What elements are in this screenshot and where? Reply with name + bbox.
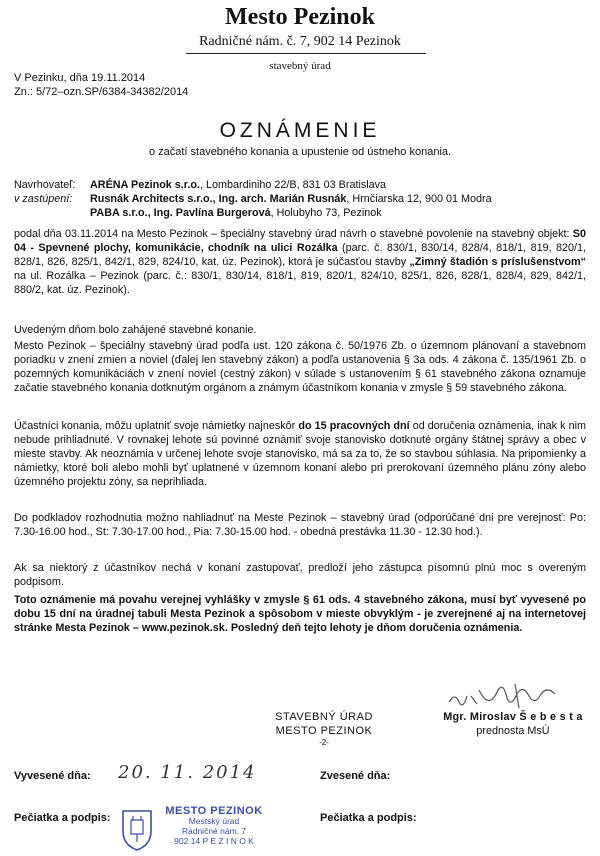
representative-value [90,192,492,206]
representative-1-name: Rusnák Architects s.r.o., Ing. arch. Marián Rusnák [90,193,347,205]
representative-2-name: PABA s.r.o., Ing. Pavlína Burgerová [90,207,271,219]
office-line-1: STAVEBNÝ ÚRAD [275,711,373,723]
paragraph-started: Uvedeným dňom bolo zahájené stavebné konanie. [14,324,257,336]
paragraph-representation: Ak sa niektorý z účastníkov nechá v konaní zastupovať, predloží jeho zástupca písomnú plnú moc s overeným podpisom. [14,562,586,588]
parties-block [14,178,594,220]
representative-2-value [90,206,382,220]
signer-block [438,710,588,738]
paragraph-application [14,227,586,297]
applicant-value [90,178,386,192]
representative-label: v zastúpení: [14,193,73,205]
stamp-title: MESTO PEZINOK [165,805,263,817]
stamp-label-right: Pečiatka a podpis: [320,812,417,824]
page-number: -2- [319,738,329,747]
signer-name: Mgr. Miroslav Š e b e s t a [443,711,583,723]
p1-text-a: podal dňa 03.11.2014 na Mesto Pezinok – špeciálny stavebný úrad návrh o stavebné povolenie na stavebný objekt: [14,228,573,240]
header-rule [186,53,426,54]
stamp-line-3: Radničné nám. 7 [181,826,247,836]
document-meta [14,71,188,99]
document-title: OZNÁMENIE [219,119,381,142]
removed-date-label: Zvesené dňa: [320,770,391,782]
posted-date-label: Vyvesené dňa: [14,770,91,782]
stamp-text [156,806,272,846]
date-line: V Pezinku, dňa 19.11.2014 [14,72,146,84]
p4-text-c: od doručenia oznámenia, inak k nim nebude prihliadnuté. V rovnakej lehote sú povinné oznámiť svoje stanovisko dotknuté orgány štátnej správy a obec v mieste stavby. Ak neoznámia v určenej lehote svoje stanovisko, má sa za to, že so stavbou súhlasia. Na pripomienky a námietky, ktoré boli alebo mohli byť uplatnené v územnom konaní alebo pri prerokovaní územného plánu zóny alebo územného projektu zóny, sa neprihliada. [14,420,586,488]
representative-row [14,192,594,206]
official-stamp [120,806,272,856]
paragraph-office-hours: Do podkladov rozhodnutia možno nahliadnuť na Meste Pezinok – stavebný úrad (odporúčané dni pre verejnosť: Po: 7.30-16.00 hod., St: 7.30-17.00 hod., Pia: 7.30-15.00 hod. - obedná prestávka 11.30 - 12.30 hod.). [14,512,586,538]
paragraph-public-notice: Toto oznámenie má povahu verejnej vyhlášky v zmysle § 61 ods. 4 stavebného zákona, musí byť vyvesené po dobu 15 dní na úradnej tabuli Mesta Pezinok a spôsobom v mieste obvyklým - je zverejnené aj na internetovej stránke Mesta Pezinok – www.pezinok.sk. Posledný deň tejto lehoty je dňom doručenia oznámenia. [14,594,586,634]
representative-2-address: , Holubyho 73, Pezinok [270,207,382,219]
office-signature-block [254,710,394,738]
p1-text-e: na ul. Rozálka – Pezinok (parc. č.: 830/1, 830/14, 818/1, 819, 820/1, 824/10, 825/1, 826, 828/1, 828/4, 829, 842/1, 880/2, kat. úz. Pezinok). [14,270,586,296]
coat-of-arms-icon [120,808,154,852]
stamp-label-left: Pečiatka a podpis: [14,812,111,824]
p1-text-c: (parc. č. 830/1, 830/14, 828/4, 818/1, 819, 820/1, 828/1, 826, 825/1, 842/1, 829, 824/10, kat. úz. Pezinok), ktorá je súčasťou stavby [14,242,587,268]
city-name: Mesto Pezinok [225,4,375,30]
representative-1-address: , Hrnčiarska 12, 900 01 Modra [346,193,492,205]
p1-object-name: S0 04 - Spevnené plochy, komunikácie, chodník na ulici Rozálka [14,228,586,254]
posted-date-handwritten: 20. 11. 2014 [118,762,257,783]
stamp-line-4: 902 14 P E Z I N O K [174,836,254,846]
document-subtitle: o začatí stavebného konania a upustenie od ústneho konania. [148,146,452,158]
paragraph-objections [14,419,586,489]
representative-2-row [14,206,594,220]
applicant-label: Navrhovateľ: [14,179,76,191]
p1-building-name: „Zimný štadión s príslušenstvom“ [409,256,586,268]
signature-scribble [445,680,575,712]
reference-number: Zn.: 5/72–ozn.SP/6384-34382/2014 [14,86,189,98]
applicant-name: ARÉNA Pezinok s.r.o. [90,179,200,191]
applicant-row [14,178,594,192]
signer-title: prednosta MsÚ [476,725,550,737]
applicant-address: , Lombardiniho 22/B, 831 03 Bratislava [200,179,387,191]
department-label: stavebný úrad [269,60,331,72]
office-line-2: MESTO PEZINOK [275,725,373,737]
paragraph-legal-basis: Mesto Pezinok – špeciálny stavebný úrad podľa ust. 120 zákona č. 50/1976 Zb. o územnom plánovaní a stavebnom poriadku v znení zmien a noviel (ďalej len stavebný zákon) a podľa ustanovenia § 3a ods. 4 zákona č. 135/1961 Zb. o pozemných komunikáciách v znení noviel (cestný zákon) v súlade s ustanovením § 61 stavebného zákona oznamuje začatie stavebného konania dotknutým orgánom a známym účastníkom konania v zmysle § 59 stavebného zákona. [14,340,586,394]
p4-deadline: do 15 pracovných dní [298,420,410,432]
stamp-line-2: Mestský úrad [188,816,240,826]
p4-text-a: Účastníci konania, môžu uplatniť svoje námietky najneskôr [14,420,299,432]
city-address: Radničné nám. č. 7, 902 14 Pezinok [199,34,401,49]
